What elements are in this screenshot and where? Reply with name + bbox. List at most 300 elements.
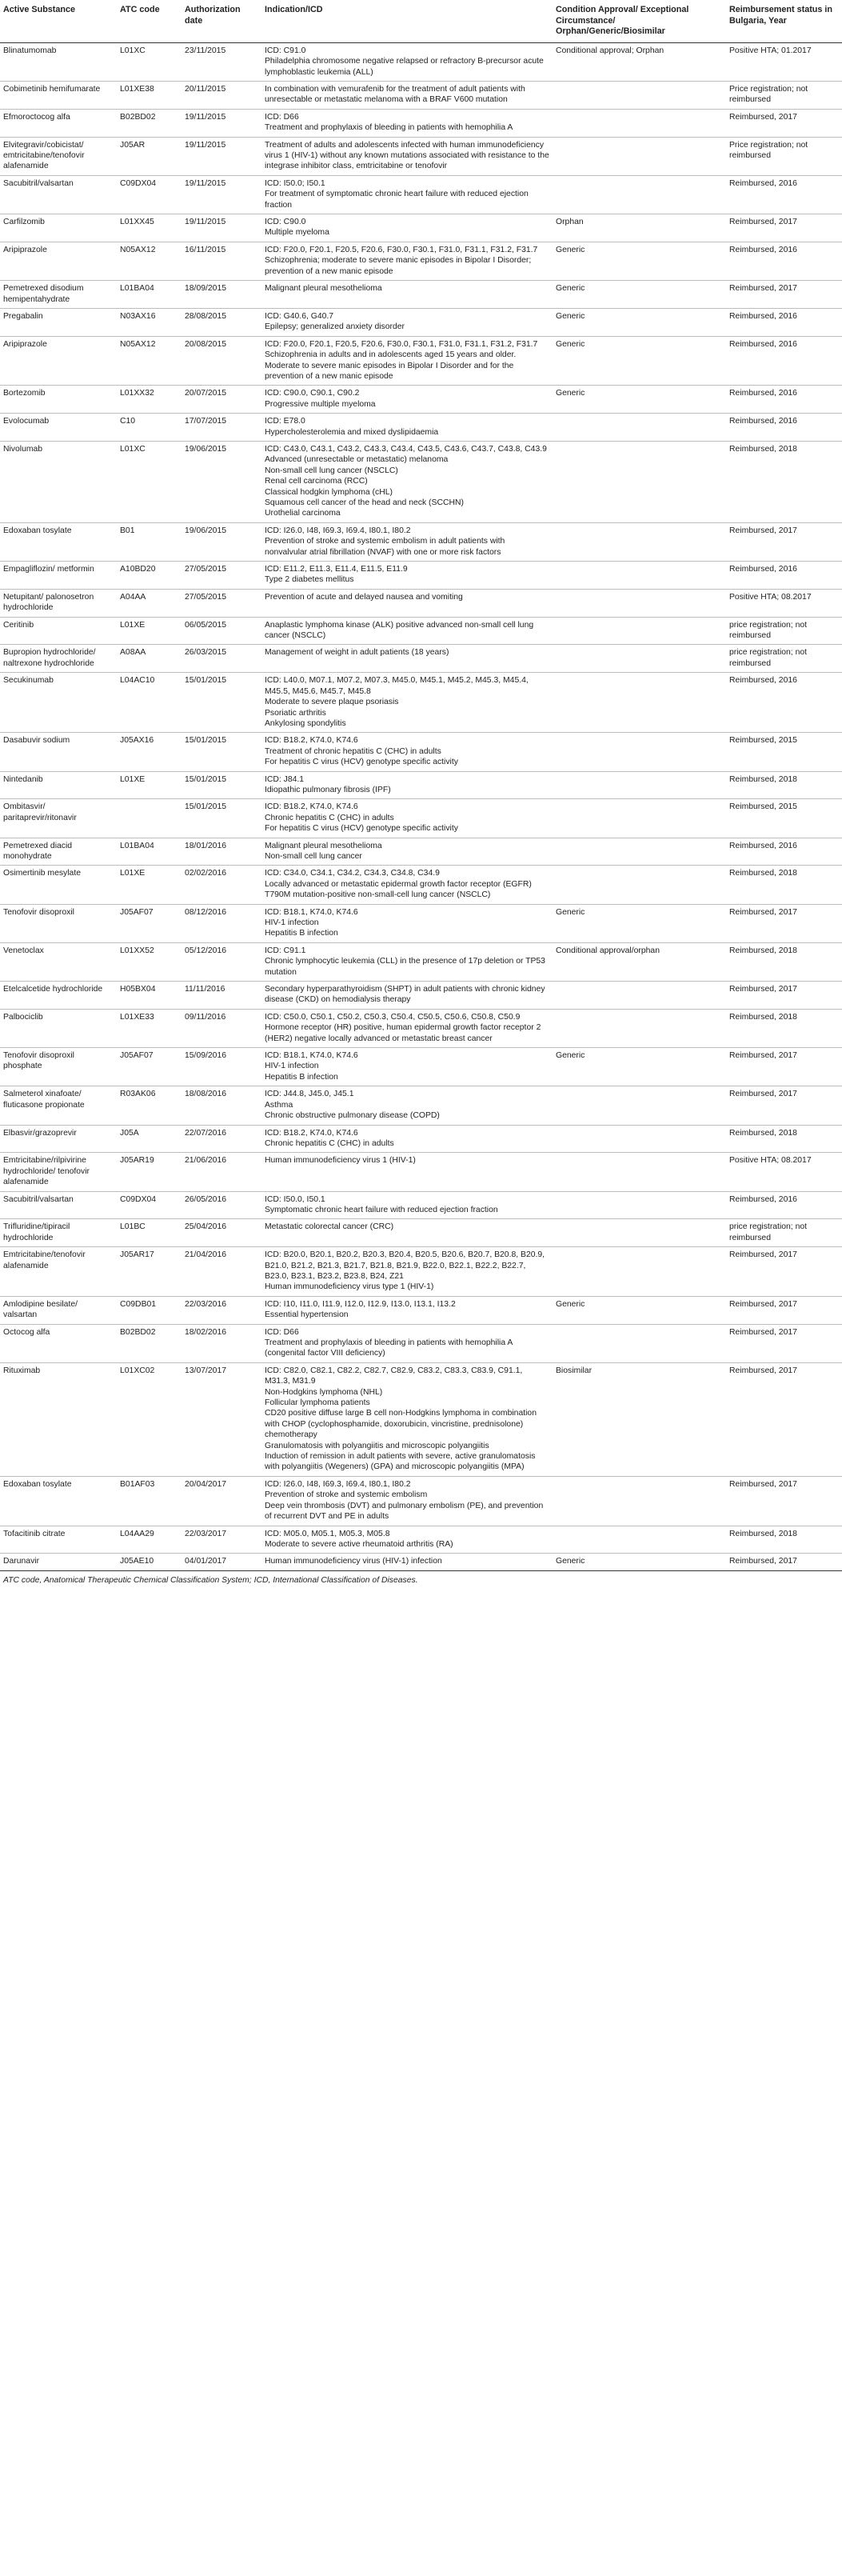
cell-active-substance: Tenofovir disoproxil phosphate bbox=[0, 1048, 117, 1086]
indication-line: ICD: D66 bbox=[265, 112, 299, 122]
cell-condition bbox=[553, 1247, 726, 1297]
cell-condition bbox=[553, 1476, 726, 1526]
cell-reimbursement-status: Reimbursed, 2017 bbox=[726, 982, 842, 1010]
table-row bbox=[0, 336, 842, 386]
cell-active-substance: Aripiprazole bbox=[0, 336, 117, 386]
cell-condition: Orphan bbox=[553, 214, 726, 242]
table-row bbox=[0, 214, 842, 242]
indication-line: Non-Hodgkins lymphoma (NHL) bbox=[265, 1387, 383, 1397]
cell-reimbursement-status: Reimbursed, 2017 bbox=[726, 522, 842, 561]
cell-reimbursement-status: Reimbursed, 2016 bbox=[726, 673, 842, 733]
column-header-condition: Condition Approval/ Exceptional Circumstance/ Orphan/Generic/Biosimilar bbox=[553, 2, 726, 42]
cell-indication bbox=[261, 645, 553, 673]
cell-condition: Generic bbox=[553, 308, 726, 336]
cell-authorization-date: 21/06/2016 bbox=[182, 1153, 261, 1191]
cell-condition bbox=[553, 441, 726, 522]
cell-authorization-date: 13/07/2017 bbox=[182, 1362, 261, 1476]
indication-line: Induction of remission in adult patients with severe, active granulomatosis with polyangiitis (Wegeners) (GPA) and microscopic polyangiitis (MPA) bbox=[265, 1452, 536, 1472]
cell-indication bbox=[261, 1219, 553, 1247]
cell-atc-code: C09DB01 bbox=[117, 1296, 182, 1324]
cell-condition bbox=[553, 1526, 726, 1554]
cell-authorization-date: 02/02/2016 bbox=[182, 866, 261, 904]
cell-condition: Generic bbox=[553, 1296, 726, 1324]
cell-active-substance: Carfilzomib bbox=[0, 214, 117, 242]
cell-authorization-date: 18/01/2016 bbox=[182, 838, 261, 866]
table-row bbox=[0, 242, 842, 280]
cell-authorization-date: 18/09/2015 bbox=[182, 281, 261, 309]
indication-line: Chronic lymphocytic leukemia (CLL) in the presence of 17p deletion or TP53 mutation bbox=[265, 957, 545, 977]
cell-authorization-date: 08/12/2016 bbox=[182, 904, 261, 942]
table-row bbox=[0, 942, 842, 981]
cell-condition bbox=[553, 645, 726, 673]
cell-active-substance: Salmeterol xinafoate/ fluticasone propionate bbox=[0, 1086, 117, 1125]
indication-line: ICD: C34.0, C34.1, C34.2, C34.3, C34.8, C34.9 bbox=[265, 869, 440, 878]
cell-condition bbox=[553, 982, 726, 1010]
table-row bbox=[0, 1125, 842, 1153]
cell-active-substance: Bortezomib bbox=[0, 386, 117, 414]
cell-authorization-date: 11/11/2016 bbox=[182, 982, 261, 1010]
cell-authorization-date: 19/06/2015 bbox=[182, 522, 261, 561]
indication-line: Chronic hepatitis C (CHC) in adults bbox=[265, 1138, 394, 1148]
cell-atc-code: R03AK06 bbox=[117, 1086, 182, 1125]
table-row bbox=[0, 175, 842, 214]
cell-atc-code: L01BC bbox=[117, 1219, 182, 1247]
cell-condition: Generic bbox=[553, 1554, 726, 1570]
cell-active-substance: Sacubitril/valsartan bbox=[0, 1191, 117, 1219]
cell-reimbursement-status: Reimbursed, 2016 bbox=[726, 838, 842, 866]
table-row bbox=[0, 82, 842, 110]
cell-condition: Conditional approval/orphan bbox=[553, 942, 726, 981]
cell-atc-code: A08AA bbox=[117, 645, 182, 673]
cell-reimbursement-status: Reimbursed, 2017 bbox=[726, 1324, 842, 1362]
indication-line: ICD: B18.2, K74.0, K74.6 bbox=[265, 802, 358, 812]
cell-authorization-date: 21/04/2016 bbox=[182, 1247, 261, 1297]
cell-authorization-date: 16/11/2015 bbox=[182, 242, 261, 280]
cell-active-substance: Pemetrexed disodium hemipentahydrate bbox=[0, 281, 117, 309]
cell-active-substance: Edoxaban tosylate bbox=[0, 522, 117, 561]
cell-authorization-date: 06/05/2015 bbox=[182, 617, 261, 645]
cell-active-substance: Nintedanib bbox=[0, 771, 117, 799]
cell-reimbursement-status: Price registration; not reimbursed bbox=[726, 82, 842, 110]
indication-line: Ankylosing spondylitis bbox=[265, 718, 346, 728]
cell-atc-code: L01XE bbox=[117, 866, 182, 904]
indication-line: Chronic obstructive pulmonary disease (COPD) bbox=[265, 1111, 440, 1121]
table-row bbox=[0, 1362, 842, 1476]
table-row bbox=[0, 386, 842, 414]
cell-reimbursement-status: Reimbursed, 2018 bbox=[726, 866, 842, 904]
cell-indication bbox=[261, 137, 553, 175]
indication-line: Multiple myeloma bbox=[265, 228, 329, 238]
cell-condition: Conditional approval; Orphan bbox=[553, 42, 726, 81]
indication-line: ICD: C91.0 bbox=[265, 46, 306, 55]
table-body bbox=[0, 42, 842, 1570]
cell-indication bbox=[261, 1153, 553, 1191]
cell-active-substance: Amlodipine besilate/ valsartan bbox=[0, 1296, 117, 1324]
indication-line: Non-small cell lung cancer (NSCLC) bbox=[265, 466, 398, 475]
indication-line: For hepatitis C virus (HCV) genotype specific activity bbox=[265, 824, 458, 834]
table-row bbox=[0, 1324, 842, 1362]
cell-indication bbox=[261, 386, 553, 414]
cell-atc-code: N05AX12 bbox=[117, 336, 182, 386]
cell-condition bbox=[553, 799, 726, 838]
cell-condition bbox=[553, 1153, 726, 1191]
cell-reimbursement-status: Reimbursed, 2018 bbox=[726, 1526, 842, 1554]
cell-reimbursement-status: price registration; not reimbursed bbox=[726, 1219, 842, 1247]
cell-indication bbox=[261, 522, 553, 561]
table-row bbox=[0, 1526, 842, 1554]
cell-active-substance: Nivolumab bbox=[0, 441, 117, 522]
cell-indication bbox=[261, 175, 553, 214]
table-row bbox=[0, 1219, 842, 1247]
cell-reimbursement-status: Reimbursed, 2018 bbox=[726, 942, 842, 981]
cell-indication bbox=[261, 1191, 553, 1219]
cell-atc-code: B02BD02 bbox=[117, 109, 182, 137]
cell-reimbursement-status: Reimbursed, 2017 bbox=[726, 1476, 842, 1526]
cell-reimbursement-status: Reimbursed, 2016 bbox=[726, 386, 842, 414]
cell-atc-code: C10 bbox=[117, 414, 182, 442]
table-row bbox=[0, 1086, 842, 1125]
cell-reimbursement-status: Reimbursed, 2016 bbox=[726, 414, 842, 442]
cell-authorization-date: 15/09/2016 bbox=[182, 1048, 261, 1086]
cell-atc-code: L04AC10 bbox=[117, 673, 182, 733]
table-row bbox=[0, 1554, 842, 1570]
cell-condition bbox=[553, 1009, 726, 1047]
cell-reimbursement-status: Reimbursed, 2016 bbox=[726, 175, 842, 214]
indication-line: Malignant pleural mesothelioma bbox=[265, 841, 382, 850]
indication-line: ICD: B18.2, K74.0, K74.6 bbox=[265, 736, 358, 746]
column-header-indication: Indication/ICD bbox=[261, 2, 553, 42]
indication-line: ICD: C90.0 bbox=[265, 218, 306, 227]
cell-indication bbox=[261, 336, 553, 386]
table-row bbox=[0, 617, 842, 645]
cell-condition bbox=[553, 589, 726, 617]
cell-condition bbox=[553, 522, 726, 561]
cell-active-substance: Dasabuvir sodium bbox=[0, 733, 117, 771]
indication-line: Asthma bbox=[265, 1100, 293, 1110]
cell-authorization-date: 20/07/2015 bbox=[182, 386, 261, 414]
cell-indication bbox=[261, 838, 553, 866]
indication-line: Hepatitis B infection bbox=[265, 1072, 338, 1082]
cell-active-substance: Pregabalin bbox=[0, 308, 117, 336]
column-header-active-substance: Active Substance bbox=[0, 2, 117, 42]
cell-indication bbox=[261, 982, 553, 1010]
indication-line: Chronic hepatitis C (CHC) in adults bbox=[265, 813, 394, 822]
column-header-reimbursement: Reimbursement status in Bulgaria, Year bbox=[726, 2, 842, 42]
table-row bbox=[0, 1476, 842, 1526]
cell-condition bbox=[553, 673, 726, 733]
cell-reimbursement-status: Reimbursed, 2017 bbox=[726, 1554, 842, 1570]
cell-atc-code: J05AX16 bbox=[117, 733, 182, 771]
cell-active-substance: Emtricitabine/tenofovir alafenamide bbox=[0, 1247, 117, 1297]
cell-authorization-date: 05/12/2016 bbox=[182, 942, 261, 981]
cell-condition: Generic bbox=[553, 242, 726, 280]
indication-line: ICD: J44.8, J45.0, J45.1 bbox=[265, 1090, 354, 1099]
cell-indication bbox=[261, 733, 553, 771]
indication-line: Hormone receptor (HR) positive, human epidermal growth factor receptor 2 (HER2) negative locally advanced or metastatic breast cancer bbox=[265, 1023, 541, 1043]
table-row bbox=[0, 414, 842, 442]
cell-reimbursement-status: Positive HTA; 08.2017 bbox=[726, 589, 842, 617]
cell-condition: Generic bbox=[553, 281, 726, 309]
cell-condition bbox=[553, 1324, 726, 1362]
cell-active-substance: Elvitegravir/cobicistat/ emtricitabine/tenofovir alafenamide bbox=[0, 137, 117, 175]
cell-atc-code: C09DX04 bbox=[117, 175, 182, 214]
cell-authorization-date: 19/11/2015 bbox=[182, 175, 261, 214]
indication-line: ICD: C82.0, C82.1, C82.2, C82.7, C82.9, C83.2, C83.3, C83.9, C91.1, M31.3, M31.9 bbox=[265, 1366, 523, 1386]
cell-active-substance: Efmoroctocog alfa bbox=[0, 109, 117, 137]
indication-line: Treatment of adults and adolescents infected with human immunodeficiency virus 1 (HIV-1) without any known mutations associated with resistance to the integrase inhibitor class, emtricitabine or tenofovir bbox=[265, 140, 549, 171]
table-row bbox=[0, 441, 842, 522]
cell-active-substance: Tenofovir disoproxil bbox=[0, 904, 117, 942]
cell-condition bbox=[553, 617, 726, 645]
cell-indication bbox=[261, 109, 553, 137]
cell-reimbursement-status: Reimbursed, 2017 bbox=[726, 281, 842, 309]
table-row bbox=[0, 308, 842, 336]
indication-line: Progressive multiple myeloma bbox=[265, 399, 376, 409]
cell-authorization-date: 23/11/2015 bbox=[182, 42, 261, 81]
cell-atc-code: C09DX04 bbox=[117, 1191, 182, 1219]
indication-line: ICD: C91.1 bbox=[265, 946, 306, 955]
indication-line: Idiopathic pulmonary fibrosis (IPF) bbox=[265, 785, 391, 794]
table-row bbox=[0, 904, 842, 942]
indication-line: Philadelphia chromosome negative relapsed or refractory B-precursor acute lymphoblastic leukemia (ALL) bbox=[265, 57, 544, 77]
cell-reimbursement-status: Reimbursed, 2018 bbox=[726, 1009, 842, 1047]
cell-atc-code: L01XC bbox=[117, 42, 182, 81]
cell-condition bbox=[553, 109, 726, 137]
indication-line: Locally advanced or metastatic epidermal growth factor receptor (EGFR) T790M mutation-positive non-small-cell lung cancer (NSCLC) bbox=[265, 879, 532, 900]
table-row bbox=[0, 1296, 842, 1324]
cell-atc-code: L01BA04 bbox=[117, 838, 182, 866]
indication-line: Schizophrenia; moderate to severe manic episodes in Bipolar I Disorder; prevention of a new manic episode bbox=[265, 256, 532, 276]
cell-reimbursement-status: Price registration; not reimbursed bbox=[726, 137, 842, 175]
table-row bbox=[0, 42, 842, 81]
cell-reimbursement-status: Reimbursed, 2016 bbox=[726, 242, 842, 280]
indication-line: ICD: I26.0, I48, I69.3, I69.4, I80.1, I80.2 bbox=[265, 1479, 411, 1489]
cell-authorization-date: 20/11/2015 bbox=[182, 82, 261, 110]
indication-line: ICD: F20.0, F20.1, F20.5, F20.6, F30.0, F30.1, F31.0, F31.1, F31.2, F31.7 bbox=[265, 245, 538, 254]
indication-line: Prevention of acute and delayed nausea and vomiting bbox=[265, 592, 463, 602]
cell-atc-code: L01XX45 bbox=[117, 214, 182, 242]
indication-line: Classical hodgkin lymphoma (cHL) bbox=[265, 487, 393, 497]
indication-line: ICD: B20.0, B20.1, B20.2, B20.3, B20.4, B20.5, B20.6, B20.7, B20.8, B20.9, B21.0, B21.2, B21.3, B21.7, B21.8, B21.9, B22.0, B22.1, B22.2, B22.7, B23.0, B23.1, B23.2, B23.8, B24, Z21 bbox=[265, 1250, 545, 1281]
cell-atc-code: L01XE bbox=[117, 771, 182, 799]
table-row bbox=[0, 1191, 842, 1219]
cell-atc-code: L01BA04 bbox=[117, 281, 182, 309]
indication-line: Moderate to severe manic episodes in Bipolar I Disorder and for the prevention of a new manic episode bbox=[265, 361, 514, 381]
cell-condition: Generic bbox=[553, 386, 726, 414]
cell-authorization-date: 19/06/2015 bbox=[182, 441, 261, 522]
indication-line: Advanced (unresectable or metastatic) melanoma bbox=[265, 455, 449, 465]
cell-active-substance: Aripiprazole bbox=[0, 242, 117, 280]
cell-active-substance: Emtricitabine/rilpivirine hydrochloride/ tenofovir alafenamide bbox=[0, 1153, 117, 1191]
cell-authorization-date: 25/04/2016 bbox=[182, 1219, 261, 1247]
cell-atc-code: J05AR19 bbox=[117, 1153, 182, 1191]
cell-active-substance: Empagliflozin/ metformin bbox=[0, 562, 117, 590]
cell-reimbursement-status: Positive HTA; 08.2017 bbox=[726, 1153, 842, 1191]
cell-reimbursement-status: Reimbursed, 2017 bbox=[726, 1362, 842, 1476]
cell-active-substance: Blinatumomab bbox=[0, 42, 117, 81]
cell-condition bbox=[553, 175, 726, 214]
cell-atc-code: L01XC02 bbox=[117, 1362, 182, 1476]
cell-active-substance: Secukinumab bbox=[0, 673, 117, 733]
indication-line: Type 2 diabetes mellitus bbox=[265, 575, 354, 585]
cell-atc-code: L01XX32 bbox=[117, 386, 182, 414]
cell-authorization-date: 18/02/2016 bbox=[182, 1324, 261, 1362]
indication-line: ICD: E78.0 bbox=[265, 417, 305, 426]
indication-line: Renal cell carcinoma (RCC) bbox=[265, 477, 368, 486]
cell-indication bbox=[261, 1554, 553, 1570]
cell-authorization-date: 19/11/2015 bbox=[182, 214, 261, 242]
cell-reimbursement-status: Reimbursed, 2018 bbox=[726, 441, 842, 522]
cell-authorization-date: 15/01/2015 bbox=[182, 771, 261, 799]
cell-active-substance: Evolocumab bbox=[0, 414, 117, 442]
table-row bbox=[0, 771, 842, 799]
cell-condition bbox=[553, 771, 726, 799]
cell-atc-code: N05AX12 bbox=[117, 242, 182, 280]
cell-atc-code: B01 bbox=[117, 522, 182, 561]
cell-condition bbox=[553, 866, 726, 904]
cell-authorization-date: 04/01/2017 bbox=[182, 1554, 261, 1570]
indication-line: ICD: I50.0; I50.1 bbox=[265, 178, 325, 188]
cell-reimbursement-status: Positive HTA; 01.2017 bbox=[726, 42, 842, 81]
cell-indication bbox=[261, 1362, 553, 1476]
cell-condition bbox=[553, 1219, 726, 1247]
cell-atc-code: J05AE10 bbox=[117, 1554, 182, 1570]
cell-reimbursement-status: Reimbursed, 2015 bbox=[726, 799, 842, 838]
cell-authorization-date: 20/08/2015 bbox=[182, 336, 261, 386]
indication-line: Human immunodeficiency virus type 1 (HIV-1) bbox=[265, 1282, 434, 1292]
table-row bbox=[0, 866, 842, 904]
indication-line: Follicular lymphoma patients bbox=[265, 1398, 370, 1408]
table-row bbox=[0, 673, 842, 733]
indication-line: Prevention of stroke and systemic embolism bbox=[265, 1490, 428, 1500]
cell-reimbursement-status: Reimbursed, 2017 bbox=[726, 1296, 842, 1324]
indication-line: Moderate to severe plaque psoriasis bbox=[265, 698, 399, 707]
cell-reimbursement-status: Reimbursed, 2017 bbox=[726, 904, 842, 942]
indication-line: CD20 positive diffuse large B cell non-Hodgkins lymphoma in combination with CHOP (cyclophosphamide, doxorubicin, vincristine, prednisolone) chemotherapy bbox=[265, 1409, 537, 1440]
cell-active-substance: Etelcalcetide hydrochloride bbox=[0, 982, 117, 1010]
indication-line: ICD: C90.0, C90.1, C90.2 bbox=[265, 389, 360, 398]
cell-authorization-date: 27/05/2015 bbox=[182, 589, 261, 617]
cell-indication bbox=[261, 1086, 553, 1125]
cell-atc-code: L01XE38 bbox=[117, 82, 182, 110]
cell-atc-code: A04AA bbox=[117, 589, 182, 617]
cell-indication bbox=[261, 214, 553, 242]
cell-reimbursement-status: Reimbursed, 2017 bbox=[726, 1086, 842, 1125]
column-header-atc-code: ATC code bbox=[117, 2, 182, 42]
table-row bbox=[0, 281, 842, 309]
indication-line: ICD: B18.1, K74.0, K74.6 bbox=[265, 907, 358, 917]
cell-atc-code: B02BD02 bbox=[117, 1324, 182, 1362]
table-row bbox=[0, 733, 842, 771]
cell-condition: Generic bbox=[553, 336, 726, 386]
indication-line: Squamous cell cancer of the head and neck (SCCHN) bbox=[265, 498, 464, 507]
cell-indication bbox=[261, 1009, 553, 1047]
cell-indication bbox=[261, 1296, 553, 1324]
cell-reimbursement-status: Reimbursed, 2017 bbox=[726, 1048, 842, 1086]
cell-condition bbox=[553, 562, 726, 590]
indication-line: Deep vein thrombosis (DVT) and pulmonary embolism (PE), and prevention of recurrent DVT and PE in adults bbox=[265, 1501, 544, 1522]
indication-line: Urothelial carcinoma bbox=[265, 509, 341, 518]
indication-line: ICD: F20.0, F20.1, F20.5, F20.6, F30.0, F30.1, F31.0, F31.1, F31.2, F31.7 bbox=[265, 339, 538, 349]
cell-indication bbox=[261, 1324, 553, 1362]
cell-active-substance: Pemetrexed diacid monohydrate bbox=[0, 838, 117, 866]
drug-table bbox=[0, 2, 842, 1571]
indication-line: ICD: C50.0, C50.1, C50.2, C50.3, C50.4, C50.5, C50.6, C50.8, C50.9 bbox=[265, 1012, 521, 1022]
indication-line: Prevention of stroke and systemic embolism in adult patients with nonvalvular atrial fibrillation (NVAF) with one or more risk factors bbox=[265, 537, 505, 557]
table-row bbox=[0, 522, 842, 561]
cell-indication bbox=[261, 1526, 553, 1554]
cell-indication bbox=[261, 1125, 553, 1153]
indication-line: For treatment of symptomatic chronic heart failure with reduced ejection fraction bbox=[265, 190, 529, 210]
cell-authorization-date: 22/07/2016 bbox=[182, 1125, 261, 1153]
cell-indication bbox=[261, 281, 553, 309]
cell-condition bbox=[553, 414, 726, 442]
table-row bbox=[0, 589, 842, 617]
cell-reimbursement-status: Reimbursed, 2017 bbox=[726, 109, 842, 137]
cell-indication bbox=[261, 308, 553, 336]
cell-atc-code: L04AA29 bbox=[117, 1526, 182, 1554]
cell-authorization-date: 15/01/2015 bbox=[182, 733, 261, 771]
cell-authorization-date: 20/04/2017 bbox=[182, 1476, 261, 1526]
cell-reimbursement-status: Reimbursed, 2016 bbox=[726, 562, 842, 590]
cell-indication bbox=[261, 1476, 553, 1526]
cell-indication bbox=[261, 1048, 553, 1086]
indication-line: HIV-1 infection bbox=[265, 1062, 319, 1071]
cell-atc-code: L01XX52 bbox=[117, 942, 182, 981]
indication-line: Symptomatic chronic heart failure with reduced ejection fraction bbox=[265, 1205, 498, 1214]
cell-indication bbox=[261, 904, 553, 942]
indication-line: In combination with vemurafenib for the treatment of adult patients with unresectable or metastatic melanoma with a BRAF V600 mutation bbox=[265, 85, 525, 105]
cell-atc-code: L01XC bbox=[117, 441, 182, 522]
indication-line: ICD: G40.6, G40.7 bbox=[265, 311, 334, 321]
indication-line: Human immunodeficiency virus (HIV-1) infection bbox=[265, 1557, 442, 1566]
cell-condition bbox=[553, 137, 726, 175]
table-row bbox=[0, 838, 842, 866]
cell-indication bbox=[261, 414, 553, 442]
indication-line: ICD: L40.0, M07.1, M07.2, M07.3, M45.0, M45.1, M45.2, M45.3, M45.4, M45.5, M45.6, M45.7, M45.8 bbox=[265, 676, 529, 696]
cell-authorization-date: 09/11/2016 bbox=[182, 1009, 261, 1047]
cell-indication bbox=[261, 441, 553, 522]
cell-indication bbox=[261, 589, 553, 617]
cell-atc-code: J05AR bbox=[117, 137, 182, 175]
cell-condition bbox=[553, 838, 726, 866]
cell-authorization-date: 19/11/2015 bbox=[182, 109, 261, 137]
cell-active-substance: Darunavir bbox=[0, 1554, 117, 1570]
cell-condition bbox=[553, 1125, 726, 1153]
cell-atc-code: J05AF07 bbox=[117, 904, 182, 942]
cell-active-substance: Ceritinib bbox=[0, 617, 117, 645]
cell-reimbursement-status: Reimbursed, 2018 bbox=[726, 1125, 842, 1153]
cell-active-substance: Netupitant/ palonosetron hydrochloride bbox=[0, 589, 117, 617]
cell-atc-code: L01XE bbox=[117, 617, 182, 645]
cell-atc-code: J05AF07 bbox=[117, 1048, 182, 1086]
cell-authorization-date: 19/11/2015 bbox=[182, 137, 261, 175]
cell-authorization-date: 22/03/2016 bbox=[182, 1296, 261, 1324]
indication-line: ICD: B18.1, K74.0, K74.6 bbox=[265, 1051, 358, 1061]
indication-line: Anaplastic lymphoma kinase (ALK) positive advanced non-small cell lung cancer (NSCLC) bbox=[265, 620, 534, 641]
cell-condition bbox=[553, 1191, 726, 1219]
table-row bbox=[0, 645, 842, 673]
indication-line: ICD: J84.1 bbox=[265, 774, 305, 784]
cell-active-substance: Cobimetinib hemifumarate bbox=[0, 82, 117, 110]
cell-reimbursement-status: Reimbursed, 2017 bbox=[726, 1247, 842, 1297]
cell-atc-code: J05AR17 bbox=[117, 1247, 182, 1297]
cell-active-substance: Trifluridine/tipiracil hydrochloride bbox=[0, 1219, 117, 1247]
cell-active-substance: Tofacitinib citrate bbox=[0, 1526, 117, 1554]
cell-indication bbox=[261, 617, 553, 645]
indication-line: Metastatic colorectal cancer (CRC) bbox=[265, 1222, 394, 1232]
indication-line: Hypercholesterolemia and mixed dyslipidaemia bbox=[265, 427, 439, 437]
